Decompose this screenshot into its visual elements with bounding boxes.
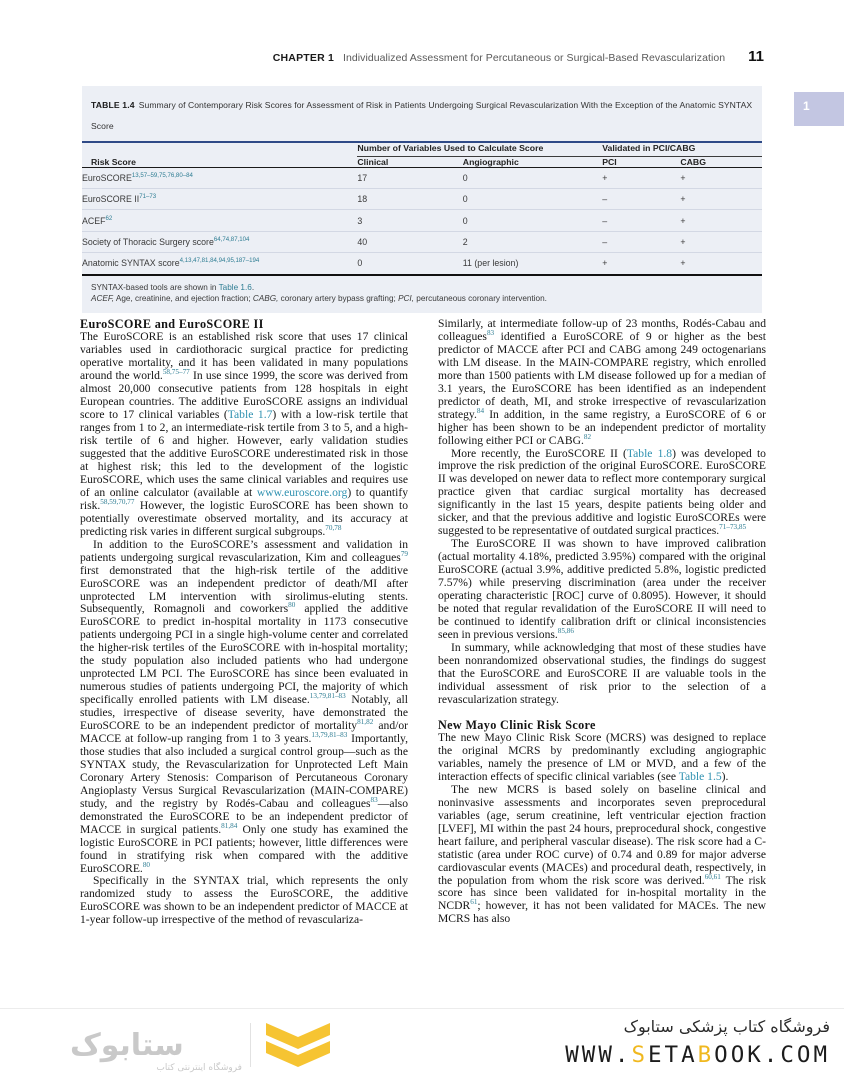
reference-superscript: 13,79,81–83 xyxy=(309,692,346,701)
footer-banner xyxy=(0,1008,844,1081)
row-label xyxy=(82,167,357,188)
running-head-chapter-title: Individualized Assessment for Percutaneous or Surgical-Based Revascularization xyxy=(343,52,726,64)
cell-clinical: 18 xyxy=(357,189,462,210)
paragraph-right-6 xyxy=(438,784,766,926)
rp1-part-b: identified a EuroSCORE of 9 or higher as the best predictor of MACCE after PCI and CABG among 249 octogenarians with LM disease. In the MAIN-COMPARE registry, which enrolled more than 1500 patients with LM disease followed up for a median of 3.1 years, the EuroSCORE has been identified as an independent predictor of death, MI, and stroke irrespective of revascularization strategy. xyxy=(438,329,766,421)
table-row xyxy=(82,167,762,188)
url-s: S xyxy=(631,1042,648,1068)
group-header-blank xyxy=(82,143,357,156)
url-b: B xyxy=(697,1042,715,1068)
right-column xyxy=(438,318,766,1008)
footnote-line-2 xyxy=(91,293,753,305)
row-label xyxy=(82,210,357,231)
brand-website-url[interactable] xyxy=(420,1042,830,1068)
p2-part-h: Only one study has examined the logistic EuroSCORE in PCI patients; however, little differences were found in stratifying risk when compared with the additive EuroSCORE. xyxy=(80,822,408,875)
running-head xyxy=(80,48,764,68)
row-reference-superscript: 64,74,87,104 xyxy=(213,236,250,244)
table-column-header-row xyxy=(82,156,762,167)
footnote-1-period: . xyxy=(251,282,255,292)
brand-zone xyxy=(420,1015,830,1077)
cell-cabg: + xyxy=(680,189,762,210)
rp4-part-a: In summary, while acknowledging that most of these studies have been nonrandomized observational studies, the findings do suggest that the EuroSCORE and EuroSCORE II are valuable tools in the individual assessment of risk prior to the selection of a revascularization strategy. xyxy=(438,640,766,706)
crossref-table-1-7[interactable]: Table 1.7 xyxy=(227,408,273,422)
row-label-text: ACEF xyxy=(82,215,106,226)
column-header-cabg: CABG xyxy=(680,156,762,167)
running-head-chapter-label: CHAPTER 1 xyxy=(272,52,335,64)
table-group-header-row xyxy=(82,143,762,156)
table-label: TABLE 1.4 xyxy=(91,100,135,110)
section-heading-euroscore: EuroSCORE and EuroSCORE II xyxy=(80,318,264,331)
euroscore-website-link[interactable]: www.euroscore.org xyxy=(256,485,348,499)
table-1-4 xyxy=(82,86,762,313)
p2-part-d: Notably, all studies, irrespective of disease severity, have demonstrated the EuroSCORE to be an independent predictor of mortality xyxy=(80,693,408,733)
row-label xyxy=(82,189,357,210)
cell-clinical: 40 xyxy=(357,231,462,252)
abbr-cabg: CABG, xyxy=(252,294,279,304)
paragraph-right-4 xyxy=(438,642,766,707)
left-column xyxy=(80,318,408,1008)
p2-part-g: —also demonstrated the EuroSCORE to be an independent predictor of MACCE in surgical patients. xyxy=(80,796,408,836)
reference-superscript: 81,84 xyxy=(221,821,238,830)
footnote-table-crossref[interactable]: Table 1.6 xyxy=(218,282,252,292)
rp6-part-b: The risk score has since been validated for in-hospital mortality in the NCDR xyxy=(438,873,766,913)
cell-cabg: + xyxy=(680,253,762,275)
paragraph-right-2 xyxy=(438,448,766,539)
logo-wordmark-text: ستابوک xyxy=(70,1028,184,1063)
column-header-clinical: Clinical xyxy=(357,156,462,167)
rp3-part-a: The EuroSCORE II was shown to have improved calibration (actual mortality 4.18%, predicted 3.95%) compared with the original EuroSCORE (actual 3.9%, additive predicted 5.8%, logistic predicted 7.57%) while preserving discrimination (area under the receiver operating characteristic [ROC] curve of 0.8095). However, it should be noted that regular revalidation of the EuroSCORE II will need to be continued to identify calibration drift or clinical inconsistencies seen in previous versions. xyxy=(438,537,766,641)
cell-pci: + xyxy=(602,167,680,188)
cell-pci: – xyxy=(602,210,680,231)
footnote-1-text: SYNTAX-based tools are shown in xyxy=(91,282,219,292)
cell-pci: – xyxy=(602,189,680,210)
p2-part-e: and/or MACCE at follow-up ranging from 1 to 3 years. xyxy=(80,719,408,745)
row-reference-superscript: 62 xyxy=(105,214,113,222)
p2-part-b: first demonstrated that the high-risk tertile of the additive EuroSCORE was an independent predictor of death/MI after unprotected LM intervention with sirolimus-eluting stents. Subsequently, Romagnoli and coworkers xyxy=(80,563,408,616)
reference-superscript: 80 xyxy=(288,601,296,610)
rp1-part-a: Similarly, at intermediate follow-up of 23 months, Rodés-Cabau and colleagues xyxy=(438,318,766,343)
row-label-text: Society of Thoracic Surgery score xyxy=(82,237,214,248)
reference-superscript: 83 xyxy=(370,795,378,804)
table-row xyxy=(82,210,762,231)
p1-part-d: ) to quantify risk. xyxy=(80,485,408,512)
reference-superscript: 82 xyxy=(583,432,592,441)
chapter-thumb-tab-number: 1 xyxy=(803,99,810,113)
paragraph-right-3 xyxy=(438,538,766,642)
page-number: 11 xyxy=(748,48,764,65)
section-heading-mayo: New Mayo Clinic Risk Score xyxy=(438,717,596,732)
logo-subtitle: فروشگاه اینترنتی کتاب xyxy=(156,1063,242,1073)
table-row xyxy=(82,231,762,252)
url-eta: ETA xyxy=(647,1042,698,1068)
footer-inner xyxy=(0,1009,844,1081)
p2-part-c: applied the additive EuroSCORE to predict in-hospital mortality in 1173 consecutive patients undergoing PCI in a single high-volume center and correlated the higher-risk tertiles of the EuroSCORE with in-hospital mortality; the study population also included patients who had undergone unprotected LM PCI. The EuroSCORE has since been evaluated in numerous studies of patients undergoing PCI, the majority of which specifically enrolled patients with LM disease. xyxy=(80,602,408,707)
crossref-table-1-5[interactable]: Table 1.5 xyxy=(678,769,722,783)
cell-cabg: + xyxy=(680,231,762,252)
table-row xyxy=(82,189,762,210)
table-footnotes xyxy=(82,276,762,314)
cell-cabg: + xyxy=(680,210,762,231)
column-header-pci: PCI xyxy=(602,156,680,167)
brand-farsi-text: فروشگاه کتاب پزشکی ستابوک xyxy=(623,1017,830,1036)
abbr-pci: PCI, xyxy=(398,294,414,304)
abbr-pci-def: percutaneous coronary intervention. xyxy=(414,294,547,304)
reference-superscript: 79 xyxy=(400,549,408,558)
logo-divider xyxy=(250,1023,251,1067)
reference-superscript: 71–73,85 xyxy=(719,523,747,532)
cell-angiographic: 11 (per lesion) xyxy=(463,253,602,275)
cell-angiographic: 0 xyxy=(463,167,602,188)
abbr-acef-def: Age, creatinine, and ejection fraction; xyxy=(114,294,253,304)
table-row xyxy=(82,253,762,275)
row-label xyxy=(82,253,357,275)
table-caption xyxy=(82,86,762,143)
group-header-validated: Validated in PCI/CABG xyxy=(602,143,762,156)
p1-part-a: The EuroSCORE is an established risk score that uses 17 clinical variables used in cardiothoracic surgical practice for predicting operative mortality, and it has been validated in many populations around the world. xyxy=(80,330,408,383)
reference-superscript: 13,79,81–83 xyxy=(311,731,348,740)
paragraph-right-1 xyxy=(438,318,766,448)
rp6-part-a: The new MCRS is based solely on baseline clinical and noninvasive assessments and incorporates seven preprocedural variables (age, serum creatinine, left ventricular ejection fraction [LVEF], MI within the past 24 hours, preprocedural shock, congestive heart failure, and peripheral vascular disease). The risk score had a C-statistic (area under ROC curve) of 0.74 and 0.89 for major adverse cardiovascular events (MACEs) and procedural death, respectively, in the population from whom the risk score was derived. xyxy=(438,782,766,887)
group-header-variables: Number of Variables Used to Calculate Score xyxy=(357,143,602,156)
row-label-text: EuroSCORE xyxy=(82,172,132,183)
row-reference-superscript: 13,57–59,75,76,80–84 xyxy=(131,171,193,179)
cell-cabg: + xyxy=(680,167,762,188)
chapter-thumb-tab xyxy=(794,92,844,126)
row-label-text: Anatomic SYNTAX score xyxy=(82,258,180,269)
row-label-text: EuroSCORE II xyxy=(82,194,140,205)
logo-wordmark xyxy=(70,1028,184,1063)
column-header-risk-score: Risk Score xyxy=(82,156,357,167)
reference-superscript: 61 xyxy=(470,898,478,907)
cell-pci: + xyxy=(602,253,680,275)
cell-clinical: 3 xyxy=(357,210,462,231)
paragraph-left-1 xyxy=(80,331,408,538)
rp1-part-c: In addition, in the same registry, a EuroSCORE of 6 or higher has been shown to be an independent predictor of mortality following either PCI or CABG. xyxy=(438,407,766,447)
table-caption-text: Summary of Contemporary Risk Scores for Assessment of Risk in Patients Undergoing Surgical Revascularization With the Exception of the Anatomic SYNTAX Score xyxy=(91,100,753,132)
crossref-table-1-8[interactable]: Table 1.8 xyxy=(626,446,673,460)
url-www: WWW. xyxy=(565,1042,632,1068)
chevron-logo-icon xyxy=(262,1021,334,1069)
footnote-line-1 xyxy=(91,282,753,294)
reference-superscript: 80 xyxy=(142,860,150,869)
row-label xyxy=(82,231,357,252)
paragraph-right-5 xyxy=(438,732,766,784)
risk-scores-table xyxy=(82,143,762,275)
reference-superscript: 84 xyxy=(476,406,485,415)
reference-superscript: 60,61 xyxy=(704,872,721,881)
abbr-acef: ACEF, xyxy=(91,294,115,304)
row-reference-superscript: 71–73 xyxy=(139,193,157,201)
rp6-part-c: ; however, it has not been validated for MACEs. The new MCRS has also xyxy=(438,899,766,926)
p3-part-a: Specifically in the SYNTAX trial, which represents the only randomized study to assess the EuroSCORE, the additive EuroSCORE was shown to be an independent predictor of MACCE at 1-year follow-up irrespective of the method of revasculariza- xyxy=(80,874,408,927)
rp5-part-a: The new Mayo Clinic Risk Score (MCRS) was designed to replace the original MCRS by predominantly excluding angiographic variables, namely the presence of LM or MVD, and a few of the interaction effects of specific clinical variables (see xyxy=(438,731,766,783)
p2-part-f: Importantly, those studies that also included a surgical control group—such as the SYNTAX study, the Revascularization for Unprotected Left Main Coronary Artery Stenosis: Comparison of Percutaneous Coronary Angioplasty Versus Surgical Revascularization (MAIN-COMPARE) study, and the registry by Rodés-Cabau and colleagues xyxy=(80,732,408,810)
cell-angiographic: 0 xyxy=(463,189,602,210)
reference-superscript: 85,86 xyxy=(557,627,574,636)
cell-angiographic: 2 xyxy=(463,231,602,252)
p1-part-e: However, the logistic EuroSCORE has been shown to potentially overestimate observed mortality, and its accuracy at predicting risk varies in different surgical subgroups. xyxy=(80,498,408,538)
rp5-part-b: ). xyxy=(721,769,729,783)
rp2-part-b: ) was developed to improve the risk prediction of the original EuroSCORE. EuroSCORE II was developed on newer data to reflect more contemporary surgical practice given that cardiac surgical mortality has decreased significantly in the last 15 years, despite patients being older and sicker, and that the previous additive and logistic EuroSCOREs were suggested to be representative of outdated surgical practices. xyxy=(438,446,766,538)
url-ook-com: OOK.COM xyxy=(714,1042,830,1068)
row-reference-superscript: 4,13,47,81,84,94,95,187–194 xyxy=(179,257,260,265)
paragraph-left-2 xyxy=(80,539,408,876)
cell-pci: – xyxy=(602,231,680,252)
reference-superscript: 81,82 xyxy=(357,718,374,727)
p1-part-b: In use since 1999, the score was derived from almost 20,000 consecutive patients from 128 hospitals in eight European countries. The additive EuroSCORE assigns an individual score to 17 clinical variables ( xyxy=(80,369,408,422)
reference-superscript: 58,59,70,77 xyxy=(100,497,135,506)
column-header-angiographic: Angiographic xyxy=(463,156,602,167)
p2-part-a: In addition to the EuroSCORE’s assessment and validation in patients undergoing surgical revascularization, Kim and colleagues xyxy=(80,537,408,564)
cell-angiographic: 0 xyxy=(463,210,602,231)
reference-superscript: 83 xyxy=(486,329,495,338)
reference-superscript: 58,75–77 xyxy=(162,368,190,377)
cell-clinical: 17 xyxy=(357,167,462,188)
abbr-cabg-def: coronary artery bypass grafting; xyxy=(278,294,399,304)
paragraph-left-3 xyxy=(80,875,408,927)
reference-superscript: 70,78 xyxy=(325,523,342,532)
p1-part-c: ) with a low-risk tertile that ranges from 1 to 2, an intermediate-risk tertile from 3 to 5, and a high-risk tertile of 6 and higher. However, early validation studies suggested that the additive EuroSCORE underestimated risk in those at highest risk; this led to the development of the logistic EuroSCORE, which uses the same clinical variables and requires use of an online calculator (available at xyxy=(80,408,408,499)
rp2-part-a: More recently, the EuroSCORE II ( xyxy=(451,446,627,460)
cell-clinical: 0 xyxy=(357,253,462,275)
body-columns xyxy=(80,318,766,1008)
